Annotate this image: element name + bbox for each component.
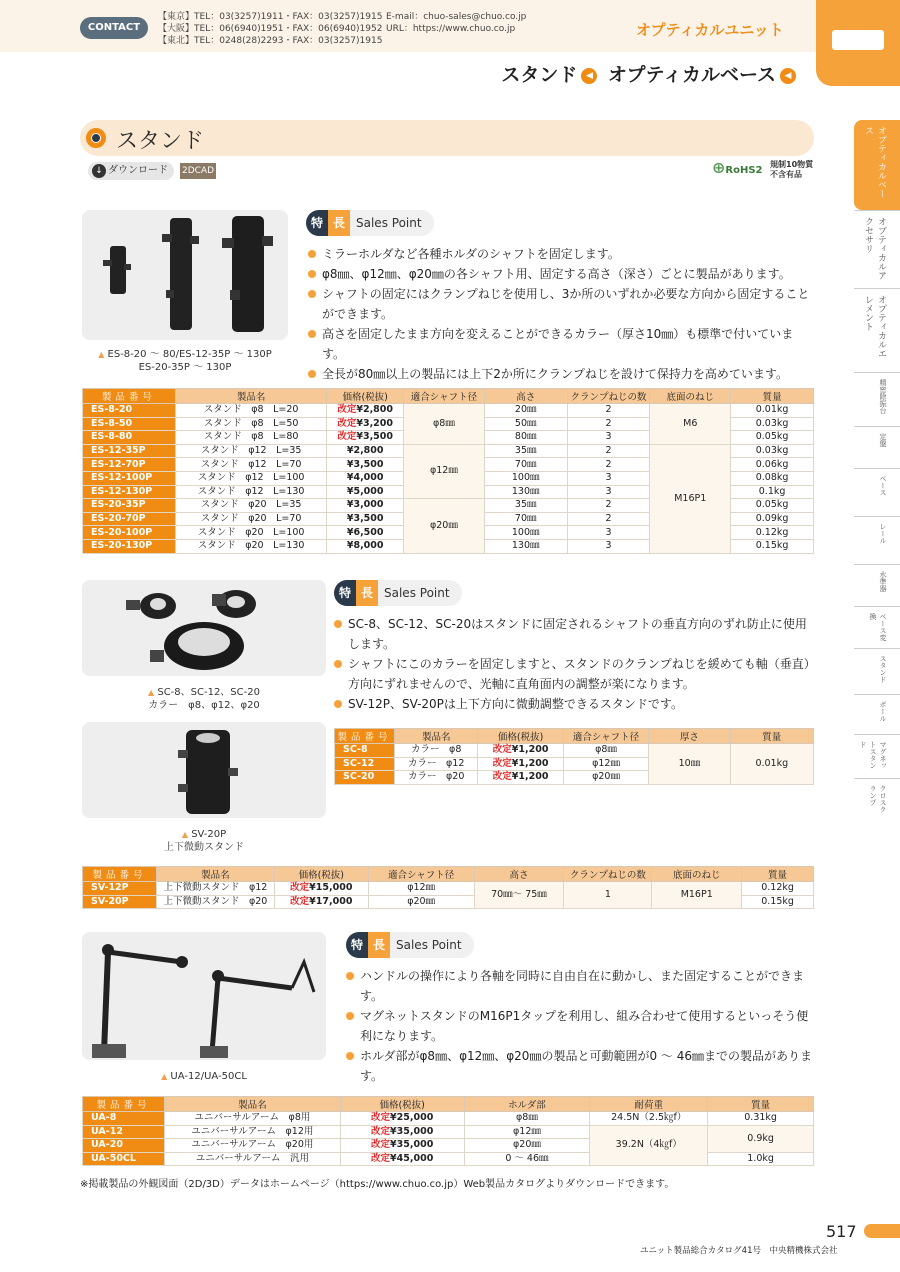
page-number: 517 [826, 1222, 857, 1241]
price-value: ¥2,800 [346, 445, 384, 457]
feature-item: 高さを固定したまま方向を変えることができるカラー（厚さ10㎜）も標準で付いています。 [308, 324, 814, 364]
price-cell [340, 1125, 464, 1139]
sidenav-item[interactable]: マグネットスタンド [854, 734, 900, 778]
height: 20㎜ [484, 404, 567, 418]
rohs-note: 規制10物質 不含有品 [770, 160, 814, 179]
product-name: スタンド φ8 L=50 [175, 417, 326, 431]
clamp-count: 1 [564, 882, 652, 909]
col-header: クランプねじの数 [567, 389, 650, 404]
price-cell [327, 499, 404, 513]
product-code: UA-12 [83, 1125, 165, 1139]
sales-point-badge: 特 長 Sales Point [306, 210, 434, 236]
sidenav-item[interactable]: スタンド [854, 648, 900, 694]
col-header: 質量 [708, 1097, 814, 1112]
col-header: 底面のねじ [650, 389, 731, 404]
height: 130㎜ [484, 539, 567, 553]
universal-arm-product-image [82, 932, 326, 1060]
col-header: 製品名 [395, 729, 478, 744]
price-value: ¥8,000 [346, 540, 384, 552]
col-header: クランプねじの数 [564, 867, 652, 882]
height: 35㎜ [484, 444, 567, 458]
contact-button[interactable]: CONTACT [80, 17, 148, 39]
price-value: ¥3,500 [346, 513, 384, 525]
rohs-logo: ⊕RoHS2 [712, 158, 763, 177]
height: 80㎜ [484, 431, 567, 445]
fine-stand-caption: ▲ SV-20P 上下微動スタンド [164, 829, 244, 853]
revised-mark: 改定 [371, 1112, 391, 1124]
url-link[interactable]: URL：https://www.chuo.co.jp [386, 24, 516, 34]
price-cell [274, 882, 368, 896]
price-cell [340, 1152, 464, 1166]
sales-point-badge: 特 長 Sales Point [334, 580, 462, 606]
price-value: ¥25,000 [390, 1112, 434, 1124]
feature-item: SC-8、SC-12、SC-20はスタンドに固定されるシャフトの垂直方向のずれ防止に使用します。 [334, 614, 814, 654]
price-value: ¥15,000 [309, 882, 353, 894]
universal-arm-caption: ▲ UA-12/UA-50CL [161, 1071, 247, 1082]
product-code: SC-8 [335, 744, 395, 758]
col-header: 製品名 [175, 389, 326, 404]
product-name: スタンド φ12 L=100 [175, 471, 326, 485]
load-capacity: 24.5N（2.5㎏f） [590, 1112, 708, 1126]
price-cell [327, 444, 404, 458]
mass: 0.15kg [742, 895, 814, 909]
col-header: 製品番号 [83, 867, 157, 882]
section-title: スタンド [116, 129, 205, 154]
shaft-diameter: φ12㎜ [563, 757, 648, 771]
product-code: ES-12-100P [83, 471, 176, 485]
col-header: 質量 [730, 729, 813, 744]
globe-icon: ⊕ [712, 158, 726, 177]
product-code: ES-20-70P [83, 512, 176, 526]
price-value: ¥45,000 [390, 1153, 434, 1165]
universal-arm-spec-table [82, 1096, 814, 1166]
col-header: 製品番号 [335, 729, 395, 744]
table-row [83, 1125, 814, 1139]
sidenav-item[interactable]: オプティカルベース [854, 120, 900, 210]
feature-list [308, 244, 814, 384]
table-row [83, 882, 814, 896]
sidenav-item[interactable]: 精密除振台 [854, 372, 900, 426]
clamp-count: 3 [567, 485, 650, 499]
sidenav-item[interactable]: オプティカルエレメント [854, 288, 900, 372]
price-cell [274, 895, 368, 909]
price-cell [327, 526, 404, 540]
price-value: ¥35,000 [390, 1139, 434, 1151]
col-header: 底面のねじ [652, 867, 742, 882]
sidenav-item[interactable]: ポール [854, 694, 900, 734]
product-name: ユニバーサルアーム 汎用 [164, 1152, 340, 1166]
page-tab [864, 1224, 900, 1238]
fine-stand-spec-table [82, 866, 814, 909]
col-header: 価格(税抜) [478, 729, 563, 744]
col-header: 価格(税抜) [327, 389, 404, 404]
mass: 0.05kg [731, 431, 814, 445]
triangle-icon: ▲ [148, 688, 155, 697]
product-name: スタンド φ8 L=20 [175, 404, 326, 418]
mass: 0.12kg [731, 526, 814, 540]
col-header: 価格(税抜) [274, 867, 368, 882]
product-code: ES-8-20 [83, 404, 176, 418]
address-tohoku: 【東北】TEL：0248(28)2293・FAX：03(3257)1915 [158, 36, 383, 46]
collar-caption: ▲ SC-8、SC-12、SC-20 カラー φ8、φ12、φ20 [148, 687, 260, 711]
col-header: 厚さ [649, 729, 730, 744]
price-value: ¥6,500 [346, 526, 384, 538]
revised-mark: 改定 [371, 1139, 391, 1151]
holder-size: φ20㎜ [464, 1139, 590, 1153]
product-name: カラー φ8 [395, 744, 478, 758]
price-value: ¥3,500 [356, 431, 394, 443]
mass: 0.05kg [731, 499, 814, 513]
triangle-icon: ▲ [181, 830, 188, 839]
holder-size: φ12㎜ [464, 1125, 590, 1139]
mass: 0.03kg [731, 444, 814, 458]
height: 50㎜ [484, 417, 567, 431]
table-row [83, 404, 814, 418]
triangle-icon: ▲ [161, 1072, 168, 1081]
footer-text: ユニット製品総合カタログ41号 中央精機株式会社 [640, 1246, 838, 1256]
stand-spec-table [82, 388, 814, 554]
product-name: スタンド φ12 L=70 [175, 458, 326, 472]
shaft-diameter: φ20㎜ [368, 895, 474, 909]
feature-item: ミラーホルダなど各種ホルダのシャフトを固定します。 [308, 244, 814, 264]
height: 35㎜ [484, 499, 567, 513]
mass: 0.31kg [708, 1112, 814, 1126]
col-header: 適合シャフト径 [368, 867, 474, 882]
col-header: 適合シャフト径 [563, 729, 648, 744]
col-header: 高さ [474, 867, 564, 882]
col-header: 価格(税抜) [340, 1097, 464, 1112]
price-cell [327, 485, 404, 499]
shaft-diameter: φ8㎜ [563, 744, 648, 758]
product-code: SC-20 [335, 771, 395, 785]
height: 70㎜ [484, 458, 567, 472]
mass: 0.01kg [730, 744, 813, 785]
mass: 1.0kg [708, 1152, 814, 1166]
product-code: SV-20P [83, 895, 157, 909]
price-cell [478, 771, 563, 785]
mass: 0.1kg [731, 485, 814, 499]
web-contacts [386, 11, 526, 35]
feature-list [334, 614, 814, 714]
shaft-diameter: φ20㎜ [563, 771, 648, 785]
address-osaka: 【大阪】TEL：06(6940)1951・FAX：06(6940)1952 [158, 24, 383, 34]
col-header: ホルダ部 [464, 1097, 590, 1112]
sidenav-item[interactable]: ベース [854, 468, 900, 516]
price-value: ¥3,200 [356, 417, 394, 429]
stand-caption: ▲ ES-8-20 ～ 80/ES-12-35P ～ 130P ES-20-35P ～ 130P [98, 349, 272, 373]
bullet-dot [92, 134, 100, 142]
product-code: ES-12-130P [83, 485, 176, 499]
unit-title: オプティカルユニット [636, 21, 784, 39]
product-name: カラー φ12 [395, 757, 478, 771]
arrow-left-icon: ◀ [780, 68, 796, 84]
feature-item: マグネットスタンドのM16P1タップを利用し、組み合わせて使用するといっそう便利になります。 [346, 1006, 814, 1046]
clamp-count: 3 [567, 431, 650, 445]
product-name: スタンド φ8 L=80 [175, 431, 326, 445]
mass: 0.9kg [708, 1125, 814, 1152]
col-header: 製品名 [156, 867, 274, 882]
sidenav-item[interactable]: オプティカルアクセサリ [854, 210, 900, 288]
product-name: スタンド φ20 L=35 [175, 499, 326, 513]
price-value: ¥5,000 [346, 485, 384, 497]
price-value: ¥3,000 [346, 499, 384, 511]
table-row [83, 1112, 814, 1126]
mass: 0.06kg [731, 458, 814, 472]
download-icon[interactable]: ↓ [92, 164, 106, 178]
product-code: SC-12 [335, 757, 395, 771]
revised-mark: 改定 [290, 882, 310, 894]
sidenav-item[interactable]: ベース変換 [854, 606, 900, 648]
clamp-count: 2 [567, 404, 650, 418]
product-code: UA-20 [83, 1139, 165, 1153]
sidenav-item[interactable]: レール [854, 516, 900, 564]
base-screw: M16P1 [650, 444, 731, 553]
address-list [158, 11, 382, 47]
product-name: ユニバーサルアーム φ20用 [164, 1139, 340, 1153]
revised-mark: 改定 [371, 1153, 391, 1165]
revised-mark: 改定 [371, 1125, 391, 1137]
feature-item: シャフトの固定にはクランプねじを使用し、3か所のいずれか必要な方向から固定することができます。 [308, 284, 814, 324]
height: 100㎜ [484, 471, 567, 485]
price-cell [327, 458, 404, 472]
clamp-count: 3 [567, 539, 650, 553]
base-screw: M16P1 [652, 882, 742, 909]
price-cell [327, 471, 404, 485]
feature-item: SV-12P、SV-20Pは上下方向に微動調整できるスタンドです。 [334, 694, 814, 714]
email-link[interactable]: E-mail：chuo-sales@chuo.co.jp [386, 12, 527, 22]
clamp-count: 2 [567, 417, 650, 431]
revised-mark: 改定 [492, 757, 512, 769]
price-value: ¥35,000 [390, 1125, 434, 1137]
height: 70㎜～ 75㎜ [474, 882, 564, 909]
clamp-count: 2 [567, 444, 650, 458]
product-code: ES-8-50 [83, 417, 176, 431]
breadcrumb [501, 60, 800, 87]
mass: 0.12kg [742, 882, 814, 896]
revised-mark: 改定 [492, 744, 512, 756]
product-code: SV-12P [83, 882, 157, 896]
price-cell [327, 417, 404, 431]
mass: 0.15kg [731, 539, 814, 553]
revised-mark: 改定 [337, 404, 357, 416]
price-cell [327, 539, 404, 553]
price-value: ¥4,000 [346, 472, 384, 484]
col-header: 適合シャフト径 [404, 389, 485, 404]
shaft-diameter: φ8㎜ [404, 404, 485, 445]
price-value: ¥3,500 [346, 458, 384, 470]
price-value: ¥1,200 [511, 744, 549, 756]
shaft-diameter: φ20㎜ [404, 499, 485, 553]
product-name: スタンド φ12 L=130 [175, 485, 326, 499]
height: 100㎜ [484, 526, 567, 540]
shaft-diameter: φ12㎜ [404, 444, 485, 498]
product-name: スタンド φ20 L=70 [175, 512, 326, 526]
mass: 0.01kg [731, 404, 814, 418]
price-cell [340, 1139, 464, 1153]
revised-mark: 改定 [337, 431, 357, 443]
sales-point-badge: 特 長 Sales Point [346, 932, 474, 958]
clamp-count: 3 [567, 471, 650, 485]
col-header: 製品名 [164, 1097, 340, 1112]
col-header: 製品番号 [83, 1097, 165, 1112]
table-row [83, 444, 814, 458]
product-name: スタンド φ20 L=130 [175, 539, 326, 553]
col-header: 製品番号 [83, 389, 176, 404]
holder-size: 0 ～ 46㎜ [464, 1152, 590, 1166]
price-cell [327, 404, 404, 418]
feature-item: シャフトにこのカラーを固定しますと、スタンドのクランプねじを緩めても軸（垂直）方向にずれませんので、光軸に直角面内の調整が楽になります。 [334, 654, 814, 694]
clamp-count: 2 [567, 499, 650, 513]
collar-spec-table [334, 728, 814, 785]
product-name: 上下微動スタンド φ20 [156, 895, 274, 909]
shaft-diameter: φ12㎜ [368, 882, 474, 896]
product-name: カラー φ20 [395, 771, 478, 785]
height: 70㎜ [484, 512, 567, 526]
product-code: ES-8-80 [83, 431, 176, 445]
price-value: ¥17,000 [309, 895, 353, 907]
product-code: ES-20-35P [83, 499, 176, 513]
cad-badge[interactable]: 2DCAD [180, 163, 216, 179]
optical-base-icon [832, 30, 884, 50]
footnote: ※掲載製品の外観図面（2D/3D）データはホームページ（https://www.chuo.co.jp）Web製品カタログよりダウンロードできます。 [80, 1179, 675, 1190]
mass: 0.08kg [731, 471, 814, 485]
mass: 0.03kg [731, 417, 814, 431]
collar-product-image [82, 580, 326, 676]
product-name: ユニバーサルアーム φ12用 [164, 1125, 340, 1139]
price-value: ¥2,800 [356, 404, 394, 416]
holder-size: φ8㎜ [464, 1112, 590, 1126]
price-cell [340, 1112, 464, 1126]
revised-mark: 改定 [492, 771, 512, 783]
product-name: スタンド φ12 L=35 [175, 444, 326, 458]
stand-product-image [82, 210, 288, 340]
feature-list [346, 966, 814, 1086]
sidenav-item[interactable]: クロスクランプ [854, 778, 900, 824]
download-button[interactable]: ダウンロード [88, 162, 174, 180]
fine-stand-product-image [82, 722, 326, 818]
product-code: ES-12-70P [83, 458, 176, 472]
price-cell [327, 431, 404, 445]
product-code: ES-12-35P [83, 444, 176, 458]
thickness: 10㎜ [649, 744, 730, 785]
load-capacity: 39.2N（4㎏f） [590, 1125, 708, 1166]
clamp-count: 3 [567, 526, 650, 540]
base-screw: M6 [650, 404, 731, 445]
col-header: 質量 [731, 389, 814, 404]
sidenav-item[interactable]: 水準器 [854, 564, 900, 606]
triangle-icon: ▲ [98, 350, 105, 359]
feature-item: ホルダ部がφ8㎜、φ12㎜、φ20㎜の製品と可動範囲が0 ～ 46㎜までの製品があります。 [346, 1046, 814, 1086]
sidenav-item[interactable]: 定盤 [854, 426, 900, 468]
price-cell [327, 512, 404, 526]
product-code: ES-20-100P [83, 526, 176, 540]
height: 130㎜ [484, 485, 567, 499]
address-tokyo: 【東京】TEL：03(3257)1911・FAX：03(3257)1915 [158, 12, 383, 22]
price-cell [478, 744, 563, 758]
product-code: ES-20-130P [83, 539, 176, 553]
revised-mark: 改定 [337, 417, 357, 429]
revised-mark: 改定 [290, 895, 310, 907]
mass: 0.09kg [731, 512, 814, 526]
feature-item: φ8㎜、φ12㎜、φ20㎜の各シャフト用、固定する高さ（深さ）ごとに製品があります。 [308, 264, 814, 284]
col-header: 高さ [484, 389, 567, 404]
clamp-count: 2 [567, 512, 650, 526]
product-name: 上下微動スタンド φ12 [156, 882, 274, 896]
col-header: 耐荷重 [590, 1097, 708, 1112]
clamp-count: 2 [567, 458, 650, 472]
price-cell [478, 757, 563, 771]
product-code: UA-50CL [83, 1152, 165, 1166]
price-value: ¥1,200 [511, 771, 549, 783]
feature-item: 全長が80㎜以上の製品には上下2か所にクランプねじを設けて保持力を高めています。 [308, 364, 814, 384]
col-header: 質量 [742, 867, 814, 882]
breadcrumb-stand[interactable]: スタンド [501, 64, 578, 86]
arrow-left-icon: ◀ [581, 68, 597, 84]
product-name: ユニバーサルアーム φ8用 [164, 1112, 340, 1126]
table-row [335, 744, 814, 758]
breadcrumb-optical-base[interactable]: オプティカルベース [608, 64, 776, 86]
product-code: UA-8 [83, 1112, 165, 1126]
price-value: ¥1,200 [511, 757, 549, 769]
product-name: スタンド φ20 L=100 [175, 526, 326, 540]
feature-item: ハンドルの操作により各軸を同時に自由自在に動かし、また固定することができます。 [346, 966, 814, 1006]
